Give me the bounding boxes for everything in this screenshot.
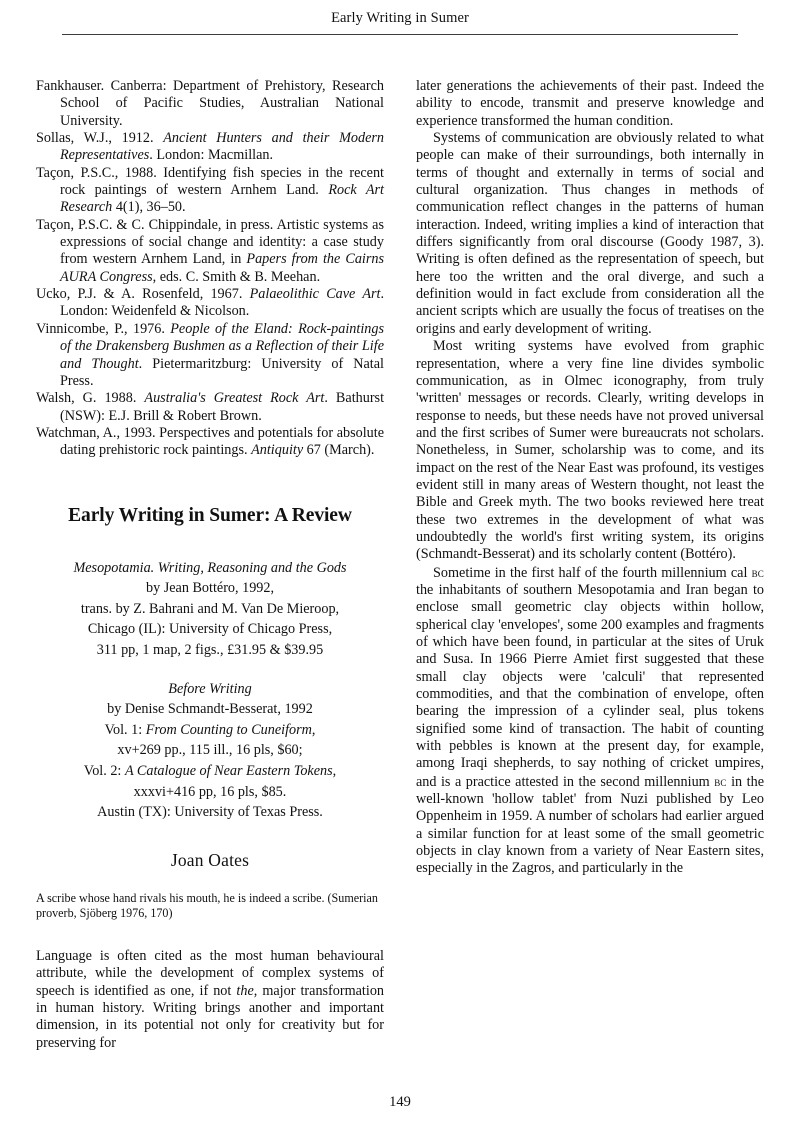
reference-item: Watchman, A., 1993. Perspectives and potentials for absolute dating prehistoric rock paintings. Antiquity 67 (March). — [36, 424, 384, 459]
citation-line: 311 pp, 1 map, 2 figs., £31.95 & $39.95 — [96, 641, 324, 658]
body-paragraph: Sometime in the first half of the fourth millennium cal bc the inhabitants of southern Mesopotamia and Iran began to enclose small geometric clay objects within hollow, spherical clay 'envelopes', some 200 examples and fragments of which have been found, in particular at the sites of Uruk and Susa. In 1966 Pierre Amiet first suggested that these small clay objects were 'calculi' that represented commodities, and that the combination of envelope, often bearing the impression of a cylinder seal, plus tokens signified some kind of transaction. The habit of counting with pebbles is known at the present day, for example, among Iraqi shepherds, to say nothing of cricket umpires, and is a practice attested in the second millennium bc in the well-known 'hollow tablet' from Nuzi published by Leo Oppenheim in 1959. A number of scholars had earlier argued a similar function for at least some of the small geometric objects in clay known from a variety of Near Eastern sites, especially in the Zagros, and particularly in the — [416, 564, 764, 877]
page-number: 149 — [389, 1094, 411, 1110]
reference-list — [36, 78, 384, 460]
reference-item: Taçon, P.S.C. & C. Chippindale, in press. Artistic systems as expressions of social change and identity: a case study from western Arnhem Land, in Papers from the Cairns AURA Congress, eds. C. Smith & B. Meehan. — [36, 216, 385, 285]
citation-line: xv+269 pp., 115 ill., 16 pls, $60; — [117, 742, 303, 759]
citation-line: Vol. 2: A Catalogue of Near Eastern Tokens, — [83, 762, 337, 779]
spacer — [36, 871, 384, 891]
reference-item: Walsh, G. 1988. Australia's Greatest Rock Art. Bathurst (NSW): E.J. Brill & Robert Brown. — [36, 390, 385, 424]
running-head: Early Writing in Sumer — [331, 10, 469, 26]
citation-line: Mesopotamia. Writing, Reasoning and the Gods — [73, 559, 347, 576]
reference-item: Vinnicombe, P., 1976. People of the Eland: Rock-paintings of the Drakensberg Bushmen as a Reflection of their Life and Thought. Pietermaritzburg: University of Natal Press. — [36, 320, 384, 389]
spacer — [36, 460, 384, 504]
reference-item: Sollas, W.J., 1912. Ancient Hunters and their Modern Representatives. London: Macmillan. — [36, 130, 384, 164]
citation-line: xxxvi+416 pp, 16 pls, $85. — [133, 783, 287, 800]
citation-line: by Denise Schmandt-Besserat, 1992 — [107, 701, 313, 718]
epigraph: A scribe whose hand rivals his mouth, he is indeed a scribe. (Sumerian proverb, Sjöberg 1976, 170) — [36, 890, 378, 921]
citation-line: Vol. 1: From Counting to Cuneiform, — [104, 721, 316, 738]
body-paragraph: later generations the achievements of their past. Indeed the ability to encode, transmit and preserve knowledge and experience transformed the human condition. — [416, 78, 764, 129]
body-paragraph: Language is often cited as the most human behavioural attribute, while the development of complex systems of speech is identified as one, if not the, major transformation in human history. Writing brings another and important dimension, in its potential not only for creativity but for preserving for — [36, 947, 385, 1051]
citation-line: Chicago (IL): University of Chicago Press, — [87, 621, 333, 638]
right-column — [416, 78, 764, 878]
review-title: Early Writing in Sumer: A Review — [68, 504, 352, 526]
header-rule — [62, 34, 738, 35]
book-citation-first — [36, 558, 384, 661]
left-column — [36, 78, 384, 1052]
citation-line: Before Writing — [168, 680, 252, 697]
spacer — [36, 661, 384, 679]
reference-item: Fankhauser. Canberra: Department of Prehistory, Research School of Pacific Studies, Australian National University. — [36, 78, 384, 129]
reference-item: Ucko, P.J. & A. Rosenfeld, 1967. Palaeolithic Cave Art. London: Weidenfeld & Nicolson. — [36, 286, 384, 320]
spacer — [36, 922, 384, 948]
citation-line: Austin (TX): University of Texas Press. — [97, 804, 323, 821]
reviewer-name: Joan Oates — [170, 849, 250, 870]
body-paragraph: Systems of communication are obviously related to what people can make of their surroundings, both internally in terms of thought and externally in terms of social and cultural organization. Thus changes in methods of communication reflect changes in the patterns of human interaction. Indeed, writing implies a kind of interaction that differs significantly from oral discourse (Goody 1987, 3). Writing is often defined as the representation of speech, but here too the written and the oral diverge, and such a definition would in fact exclude from consideration all the ancient scripts which are usually the focus of treatises on the origins and early development of writing. — [416, 130, 764, 337]
reference-item: Taçon, P.S.C., 1988. Identifying fish species in the recent rock paintings of western Arnhem Land. Rock Art Research 4(1), 36–50. — [36, 164, 384, 216]
spacer — [36, 823, 384, 849]
book-citation-second — [36, 679, 384, 823]
body-paragraph: Most writing systems have evolved from graphic representation, where a very fine line divides symbolic communication, as in Olmec iconography, from truly 'written' messages or records. Clearly, writing develops in response to needs, but these needs have not proved universal and the first scribes of Sumer were bureaucrats not scholars. Nonetheless, in Sumer, scholarship was to come, and its impact on the rest of the Near East was profound, its vestiges evident still in many areas of Western thought, not least the Bible and Greek myth. The two books reviewed here treat these two extremes in the development of what was undoubtedly the world's first writing system, its origins (Schmandt-Besserat) and its scholarly content (Bottéro). — [416, 338, 764, 563]
citation-line: trans. by Z. Bahrani and M. Van De Mieroop, — [80, 600, 340, 617]
spacer — [36, 528, 384, 558]
citation-line: by Jean Bottéro, 1992, — [145, 580, 275, 597]
